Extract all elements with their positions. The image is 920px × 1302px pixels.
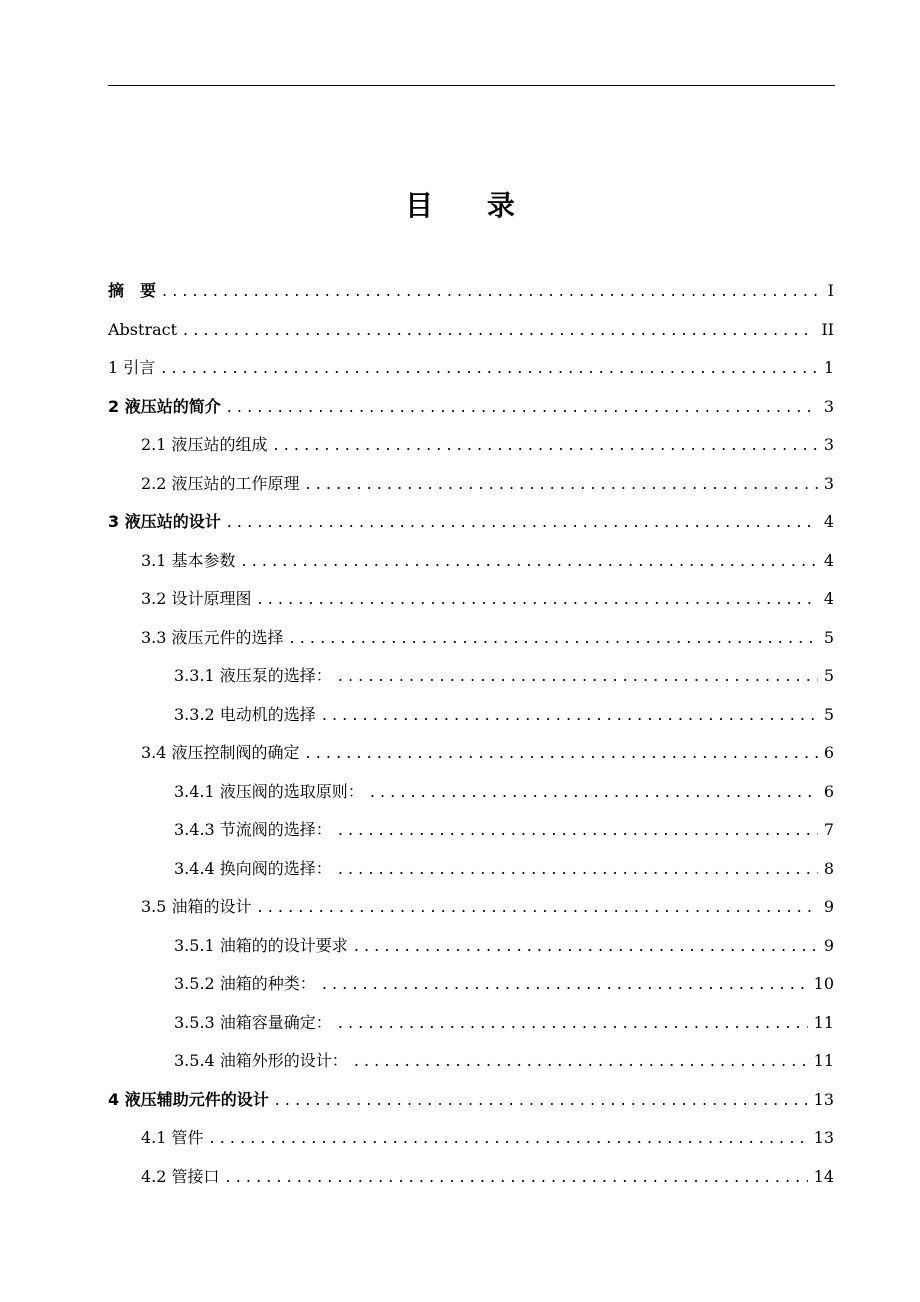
toc-leader-dots xyxy=(227,503,818,542)
toc-entry-label: 2.2 液压站的工作原理 xyxy=(141,473,300,493)
toc-entry-label: Abstract xyxy=(108,319,178,339)
toc-entry-page: 3 xyxy=(823,396,834,416)
toc-leader-dots xyxy=(354,1042,808,1081)
toc-entry-page: 11 xyxy=(813,1051,834,1070)
toc-entry-page: 3 xyxy=(823,473,834,493)
toc-entry-label: 3.4.1 液压阀的选取原则： xyxy=(174,781,364,801)
toc-entry[interactable] xyxy=(108,272,834,311)
toc-leader-dots xyxy=(258,888,818,927)
toc-entry-page: 6 xyxy=(823,743,834,762)
toc-entry-page: 3 xyxy=(823,435,834,454)
toc-entry-label: 3.5.3 油箱容量确定： xyxy=(174,1012,332,1032)
toc-entry-page: 10 xyxy=(813,974,834,993)
toc-entry-page: 13 xyxy=(813,1128,834,1147)
toc-entry[interactable] xyxy=(108,1119,834,1158)
toc-entry[interactable] xyxy=(108,580,834,619)
toc-entry[interactable] xyxy=(108,888,834,927)
toc-entry-label: 3.5.2 油箱的种类： xyxy=(174,974,316,993)
toc-entry[interactable] xyxy=(108,811,834,850)
toc-leader-dots xyxy=(290,619,818,658)
toc-entry[interactable] xyxy=(108,1158,834,1197)
toc-entry[interactable] xyxy=(108,734,834,773)
toc-leader-dots xyxy=(274,426,818,465)
toc-entry-page: 4 xyxy=(823,589,834,608)
toc-entry-label: 3.3.2 电动机的选择 xyxy=(174,704,316,724)
toc-leader-dots xyxy=(242,542,818,581)
toc-leader-dots xyxy=(227,388,818,427)
toc-leader-dots xyxy=(162,272,822,311)
toc-entry-page: 5 xyxy=(823,704,834,724)
toc-entry[interactable] xyxy=(108,696,834,735)
toc-entry-label: 3.3 液压元件的选择 xyxy=(141,627,284,647)
toc-entry[interactable] xyxy=(108,657,834,696)
toc-entry-label: 3.1 基本参数 xyxy=(141,550,236,570)
toc-entry-label: 2 液压站的简介 xyxy=(108,396,221,416)
toc-entry-label: 3.2 设计原理图 xyxy=(141,589,252,608)
toc-entry[interactable] xyxy=(108,1004,834,1043)
toc-entry-label: 4 液压辅助元件的设计 xyxy=(108,1089,269,1109)
toc-entry-page: II xyxy=(821,319,834,339)
toc-leader-dots xyxy=(338,850,818,889)
toc-entry-label: 2.1 液压站的组成 xyxy=(141,435,268,454)
toc-entry[interactable] xyxy=(108,1081,834,1120)
header-rule xyxy=(108,85,835,86)
toc-entry[interactable] xyxy=(108,850,834,889)
toc-leader-dots xyxy=(370,773,818,812)
toc-entry[interactable] xyxy=(108,542,834,581)
toc-entry-label: 3.4 液压控制阀的确定 xyxy=(141,743,300,762)
toc-leader-dots xyxy=(306,734,818,773)
toc-leader-dots xyxy=(322,696,818,735)
toc-entry-page: 9 xyxy=(823,935,834,955)
toc-entry-page: 11 xyxy=(813,1012,834,1032)
toc-entry[interactable] xyxy=(108,388,834,427)
toc-entry[interactable] xyxy=(108,773,834,812)
toc-entry-label: 1 引言 xyxy=(108,358,156,377)
toc-entry-page: 8 xyxy=(823,858,834,878)
toc-entry-label: 3.5.4 油箱外形的设计： xyxy=(174,1051,348,1070)
toc-entry-page: 6 xyxy=(823,781,834,801)
toc-entry-label: 3.4.4 换向阀的选择： xyxy=(174,858,332,878)
toc-leader-dots xyxy=(338,657,818,696)
toc-leader-dots xyxy=(338,811,818,850)
toc-entry-page: 4 xyxy=(823,550,834,570)
toc-entry-label: 3.3.1 液压泵的选择： xyxy=(174,666,332,685)
toc-entry[interactable] xyxy=(108,349,834,388)
toc-entry-page: 7 xyxy=(823,820,834,839)
toc-entry-page: 5 xyxy=(823,627,834,647)
toc-entry-page: 1 xyxy=(823,358,834,377)
toc-entry[interactable] xyxy=(108,965,834,1004)
toc-entry-label: 摘 要 xyxy=(108,281,157,300)
page-title: 目 录 xyxy=(405,189,537,222)
toc-entry[interactable] xyxy=(108,927,834,966)
toc-entry-label: 4.2 管接口 xyxy=(141,1166,220,1186)
toc-entry[interactable] xyxy=(108,426,834,465)
toc-entry-page: 13 xyxy=(813,1089,834,1109)
toc-entry-page: 9 xyxy=(823,897,834,916)
toc-leader-dots xyxy=(322,965,808,1004)
toc-leader-dots xyxy=(161,349,818,388)
toc-entry-page: I xyxy=(827,281,834,300)
toc-entry[interactable] xyxy=(108,311,834,350)
toc-entry[interactable] xyxy=(108,619,834,658)
toc-entry-page: 14 xyxy=(813,1166,834,1186)
toc-entry-label: 3.4.3 节流阀的选择： xyxy=(174,820,332,839)
toc-leader-dots xyxy=(258,580,818,619)
toc-leader-dots xyxy=(210,1119,808,1158)
toc-entry[interactable] xyxy=(108,1042,834,1081)
toc-entry[interactable] xyxy=(108,503,834,542)
toc-entry-label: 3.5 油箱的设计 xyxy=(141,897,252,916)
toc-entry-page: 5 xyxy=(823,666,834,685)
toc-leader-dots xyxy=(306,465,818,504)
toc-leader-dots xyxy=(338,1004,808,1043)
toc-leader-dots xyxy=(354,927,818,966)
toc-entry-label: 3.5.1 油箱的的设计要求 xyxy=(174,935,348,955)
toc-entry-label: 4.1 管件 xyxy=(141,1128,204,1147)
toc-entry-label: 3 液压站的设计 xyxy=(108,512,221,531)
toc-entry[interactable] xyxy=(108,465,834,504)
toc-leader-dots xyxy=(226,1158,808,1197)
toc-leader-dots xyxy=(275,1081,808,1120)
toc-entry-page: 4 xyxy=(823,512,834,531)
toc-leader-dots xyxy=(183,311,815,350)
table-of-contents xyxy=(108,272,834,1196)
